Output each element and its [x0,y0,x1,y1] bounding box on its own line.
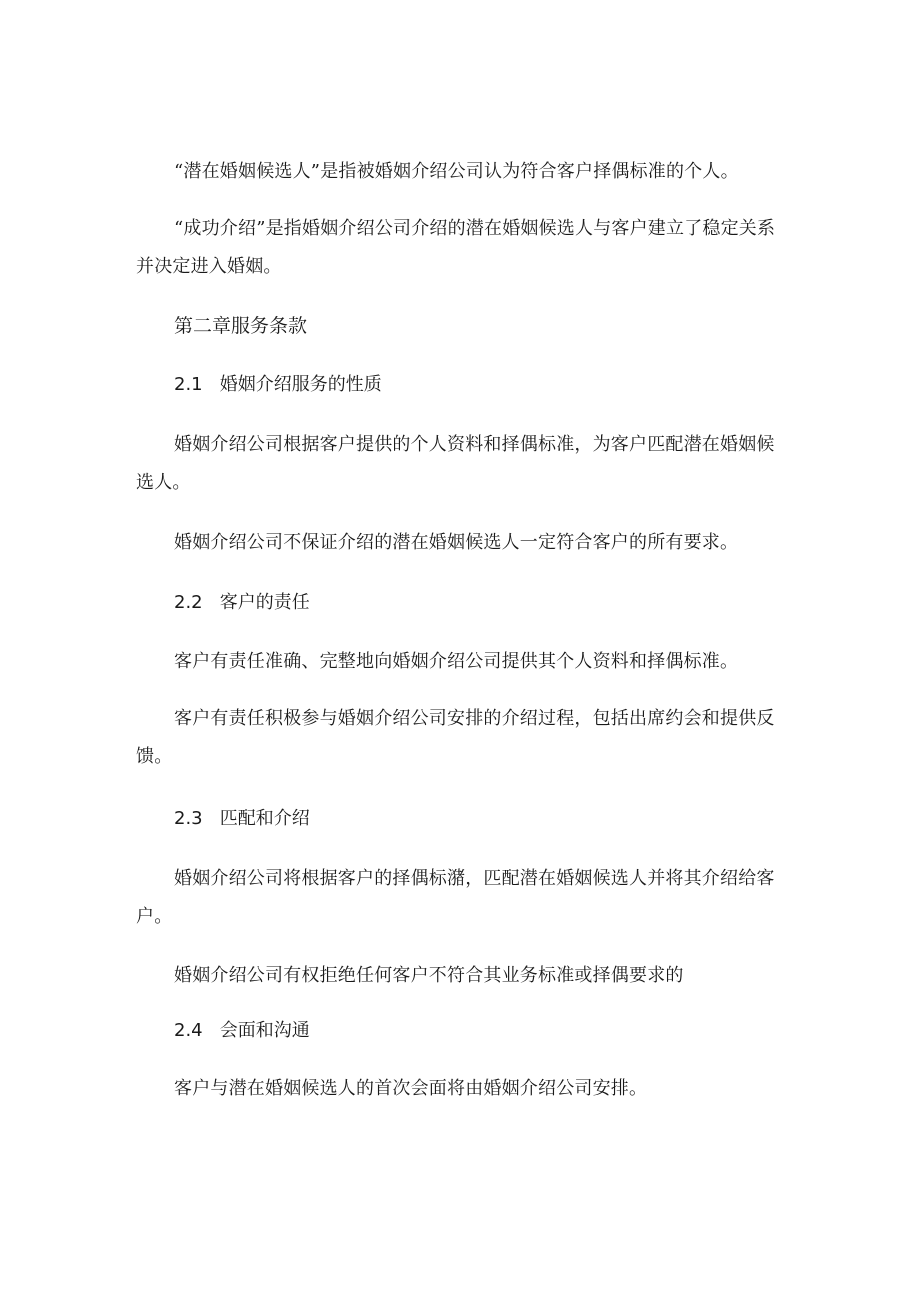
section-2-3-paragraph-2: 婚姻介绍公司有权拒绝任何客户不符合其业务标准或择偶要求的 [174,965,684,986]
section-2-2-paragraph-1: 客户有责任准确、完整地向婚姻介绍公司提供其个人资料和择偶标准。 [174,651,739,672]
section-2-1-paragraph-2: 婚姻介绍公司不保证介绍的潜在婚姻候选人一定符合客户的所有要求。 [174,532,739,553]
section-2-1-paragraph-1: 婚姻介绍公司根据客户提供的个人资料和择偶标准，为客户匹配潜在婚姻候选人。 [136,434,775,493]
section-2-4-paragraph-1: 客户与潜在婚姻候选人的首次会面将由婚姻介绍公司安排。 [174,1078,648,1099]
section-number: 2.3 [174,808,203,829]
section-2-3-paragraph-1: 婚姻介绍公司将根据客户的择偶标潴，匹配潜在婚姻候选人并将其介绍给客户。 [136,868,775,927]
section-heading-2-1 [174,372,382,398]
section-number: 2.2 [174,592,203,613]
section-heading-2-4 [174,1018,310,1044]
section-title: 客户的责任 [219,592,310,613]
section-heading-2-2 [174,590,310,616]
section-heading-2-3 [174,806,310,832]
chapter-title: 第二章服务条款 [174,315,308,337]
section-2-2-paragraph-2: 客户有责任积极参与婚姻介绍公司安排的介绍过程，包括出席约会和提供反馈。 [136,708,775,767]
definition-successful-introduction: “成功介绍”是指婚姻介绍公司介绍的潜在婚姻候选人与客户建立了稳定关系并决定进入婚姻。 [136,218,776,277]
definition-potential-candidate: “潜在婚姻候选人”是指被婚姻介绍公司认为符合客户择偶标准的个人。 [174,161,739,182]
section-title: 婚姻介绍服务的性质 [219,374,382,395]
section-title: 匹配和介绍 [219,808,310,829]
section-number: 2.1 [174,374,203,395]
section-title: 会面和沟通 [219,1020,310,1041]
section-number: 2.4 [174,1020,203,1041]
